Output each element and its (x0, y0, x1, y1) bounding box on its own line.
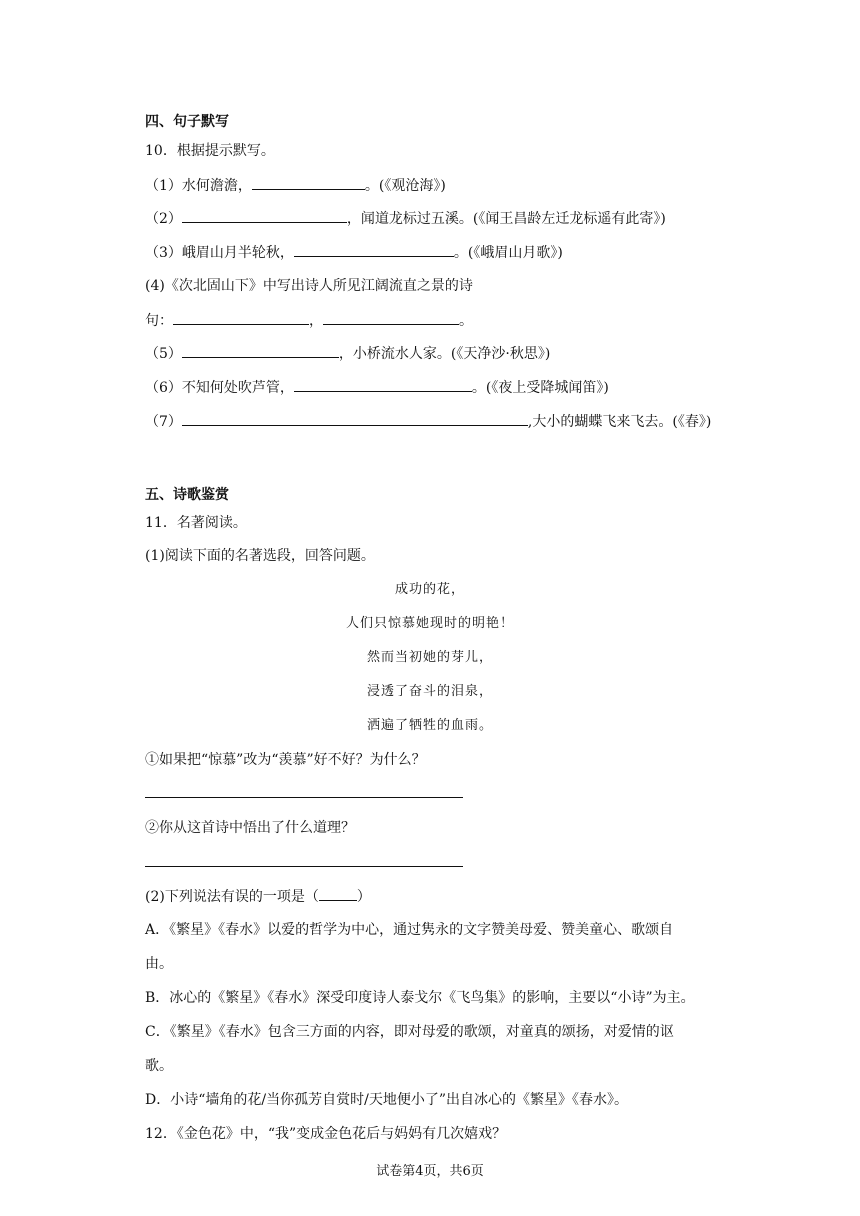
item-1-prefix: （1）水何澹澹， (145, 178, 252, 194)
item-3-suffix: 。(《峨眉山月歌》) (453, 245, 563, 261)
section-four-title: 四、句子默写 (145, 114, 229, 130)
poem-line: 洒遍了牺牲的血雨。 (366, 718, 493, 733)
item-6-suffix: 。(《夜上受降城闻笛》) (471, 380, 609, 396)
page-footer: 试卷第4页，共6页 (376, 1164, 484, 1179)
sub-question-2 (145, 886, 371, 907)
poem-line: 人们只惊慕她现时的明艳！ (345, 616, 514, 631)
question-1-text: ①如果把“惊慕”改为“羡慕”好不好？为什么？ (145, 752, 426, 768)
item-5-suffix: ，小桥流水人家。(《天净沙·秋思》) (338, 346, 551, 362)
option-b: B．冰心的《繁星》《春水》深受印度诗人泰戈尔《飞鸟集》的影响，主要以“小诗”为主。 (145, 990, 695, 1006)
item-4b-prefix: 句： (145, 313, 173, 329)
item-3-prefix: （3）峨眉山月半轮秋， (145, 245, 294, 261)
answer-blank[interactable] (173, 310, 309, 325)
option-d: D．小诗“墙角的花/当你孤芳自赏时/天地便小了”出自冰心的《繁星》《春水》。 (145, 1092, 628, 1108)
blank-item-1 (145, 175, 446, 196)
blank-item-4-line2 (145, 310, 473, 331)
sub2-suffix: ） (356, 889, 371, 905)
option-c-line1: C．《繁星》《春水》包含三方面的内容，即对母爱的歌颂，对童真的颂扬，对爱情的讴 (145, 1024, 674, 1040)
blank-item-5 (145, 343, 550, 364)
item-7-suffix: ,大小的蝴蝶飞来飞去。(《春》) (527, 414, 712, 430)
answer-line[interactable] (145, 866, 463, 867)
option-c-line2: 歌。 (145, 1058, 173, 1074)
item-2-suffix: ，闻道龙标过五溪。(《闻王昌龄左迁龙标遥有此寄》) (346, 211, 666, 227)
question-10-stem: 10．根据提示默写。 (145, 143, 275, 159)
answer-line[interactable] (145, 797, 463, 798)
item-1-suffix: 。(《观沧海》) (364, 178, 446, 194)
item-2-prefix: （2） (145, 211, 182, 227)
item-4-prefix: (4)《次北固山下》中写出诗人所见江阔流直之景的诗 (145, 278, 473, 294)
answer-blank[interactable] (182, 343, 339, 358)
item-5-prefix: （5） (145, 346, 182, 362)
answer-blank[interactable] (294, 377, 472, 392)
answer-blank[interactable] (252, 175, 365, 190)
answer-blank[interactable] (323, 310, 459, 325)
question-11-stem: 11．名著阅读。 (145, 515, 247, 531)
poem-line: 成功的花， (394, 582, 465, 597)
blank-item-6 (145, 377, 609, 398)
poem-line: 浸透了奋斗的泪泉， (366, 684, 493, 699)
section-five-title: 五、诗歌鉴赏 (145, 487, 229, 503)
poem-line: 然而当初她的芽儿， (366, 650, 493, 665)
item-6-prefix: （6）不知何处吹芦管， (145, 380, 294, 396)
answer-blank[interactable] (182, 208, 347, 223)
option-a-line1: A．《繁星》《春水》以爱的哲学为中心，通过隽永的文字赞美母爱、赞美童心、歌颂自 (145, 922, 674, 938)
answer-blank[interactable] (182, 411, 528, 426)
item-7-prefix: （7） (145, 414, 182, 430)
answer-blank[interactable] (294, 242, 454, 257)
item-4b-suffix: 。 (459, 313, 473, 329)
blank-item-3 (145, 242, 563, 263)
question-2-text: ②你从这首诗中悟出了什么道理？ (145, 820, 355, 836)
sub2-prefix: (2)下列说法有误的一项是（ (145, 889, 319, 905)
blank-item-2 (145, 208, 666, 229)
question-12: 12．《金色花》中，“我”变成金色花后与妈妈有几次嬉戏？ (145, 1126, 507, 1142)
blank-item-7 (145, 411, 711, 432)
option-a-line2: 由。 (145, 956, 173, 972)
choice-blank[interactable] (319, 886, 357, 901)
sub-question-1: (1)阅读下面的名著选段，回答问题。 (145, 548, 375, 564)
blank-item-4-line1 (145, 276, 473, 296)
item-4b-mid: ， (309, 313, 323, 329)
